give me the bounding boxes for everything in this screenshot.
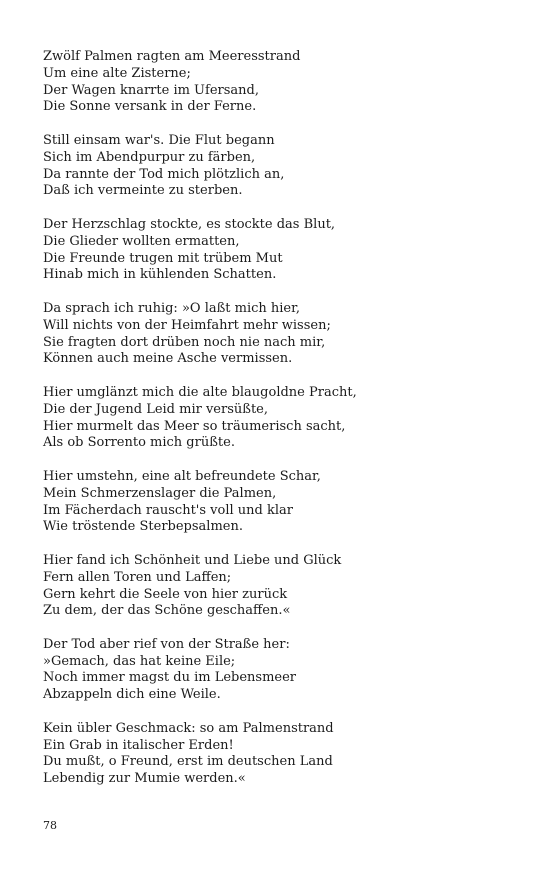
stanza: [43, 133, 513, 200]
poem-line: Der Wagen knarrte im Ufersand,: [43, 82, 259, 98]
poem-line: Hinab mich in kühlenden Schatten.: [43, 267, 277, 283]
poem-line: Da rannte der Tod mich plötzlich an,: [43, 166, 285, 182]
poem-line: Fern allen Toren und Laffen;: [43, 569, 232, 585]
poem-line: Lebendig zur Mumie werden.«: [43, 771, 246, 787]
poem-line: Hier umglänzt mich die alte blaugoldne Pracht,: [43, 384, 357, 400]
stanza: [43, 301, 513, 368]
stanza: [43, 385, 513, 452]
poem-line: Ein Grab in italischer Erden!: [43, 737, 234, 753]
poem-line: Die der Jugend Leid mir versüßte,: [43, 401, 268, 417]
page-number: 78: [43, 819, 57, 832]
stanza: [43, 637, 513, 704]
poem-line: Will nichts von der Heimfahrt mehr wissen;: [43, 317, 331, 333]
poem-line: Sie fragten dort drüben noch nie nach mir,: [43, 334, 326, 350]
poem-line: Der Herzschlag stockte, es stockte das Blut,: [43, 216, 336, 232]
poem-line: Noch immer magst du im Lebensmeer: [43, 670, 297, 686]
poem-line: Hier murmelt das Meer so träumerisch sacht,: [43, 418, 346, 434]
poem-line: »Gemach, das hat keine Eile;: [43, 653, 236, 669]
stanza: [43, 553, 513, 620]
poem-line: Gern kehrt die Seele von hier zurück: [43, 586, 288, 602]
poem-line: Der Tod aber rief von der Straße her:: [43, 636, 290, 652]
stanza: [43, 217, 513, 284]
poem-line: Du mußt, o Freund, erst im deutschen Land: [43, 754, 333, 770]
poem-line: Hier fand ich Schönheit und Liebe und Glück: [43, 552, 342, 568]
poem-line: Im Fächerdach rauscht's voll und klar: [43, 502, 293, 518]
poem-line: Mein Schmerzenslager die Palmen,: [43, 485, 277, 501]
poem-text: [43, 49, 513, 805]
poem-line: Wie tröstende Sterbepsalmen.: [43, 519, 243, 535]
poem-line: Sich im Abendpurpur zu färben,: [43, 149, 256, 165]
poem-line: Abzappeln dich eine Weile.: [43, 687, 221, 703]
poem-line: Zu dem, der das Schöne geschaffen.«: [43, 603, 291, 619]
poem-line: Kein übler Geschmack: so am Palmenstrand: [43, 720, 334, 736]
poem-line: Zwölf Palmen ragten am Meeresstrand: [43, 49, 301, 64]
stanza: [43, 49, 513, 116]
poem-line: Können auch meine Asche vermissen.: [43, 351, 293, 367]
poem-line: Die Sonne versank in der Ferne.: [43, 99, 257, 115]
poem-line: Hier umstehn, eine alt befreundete Schar,: [43, 468, 321, 484]
poem-line: Daß ich vermeinte zu sterben.: [43, 183, 243, 199]
poem-line: Als ob Sorrento mich grüßte.: [43, 435, 235, 451]
poem-line: Da sprach ich ruhig: »O laßt mich hier,: [43, 300, 301, 316]
poem-line: Um eine alte Zisterne;: [43, 65, 191, 81]
poem-line: Die Glieder wollten ermatten,: [43, 233, 240, 249]
poem-line: Still einsam war's. Die Flut begann: [43, 132, 275, 148]
stanza: [43, 721, 513, 788]
stanza: [43, 469, 513, 536]
poem-line: Die Freunde trugen mit trübem Mut: [43, 250, 283, 266]
